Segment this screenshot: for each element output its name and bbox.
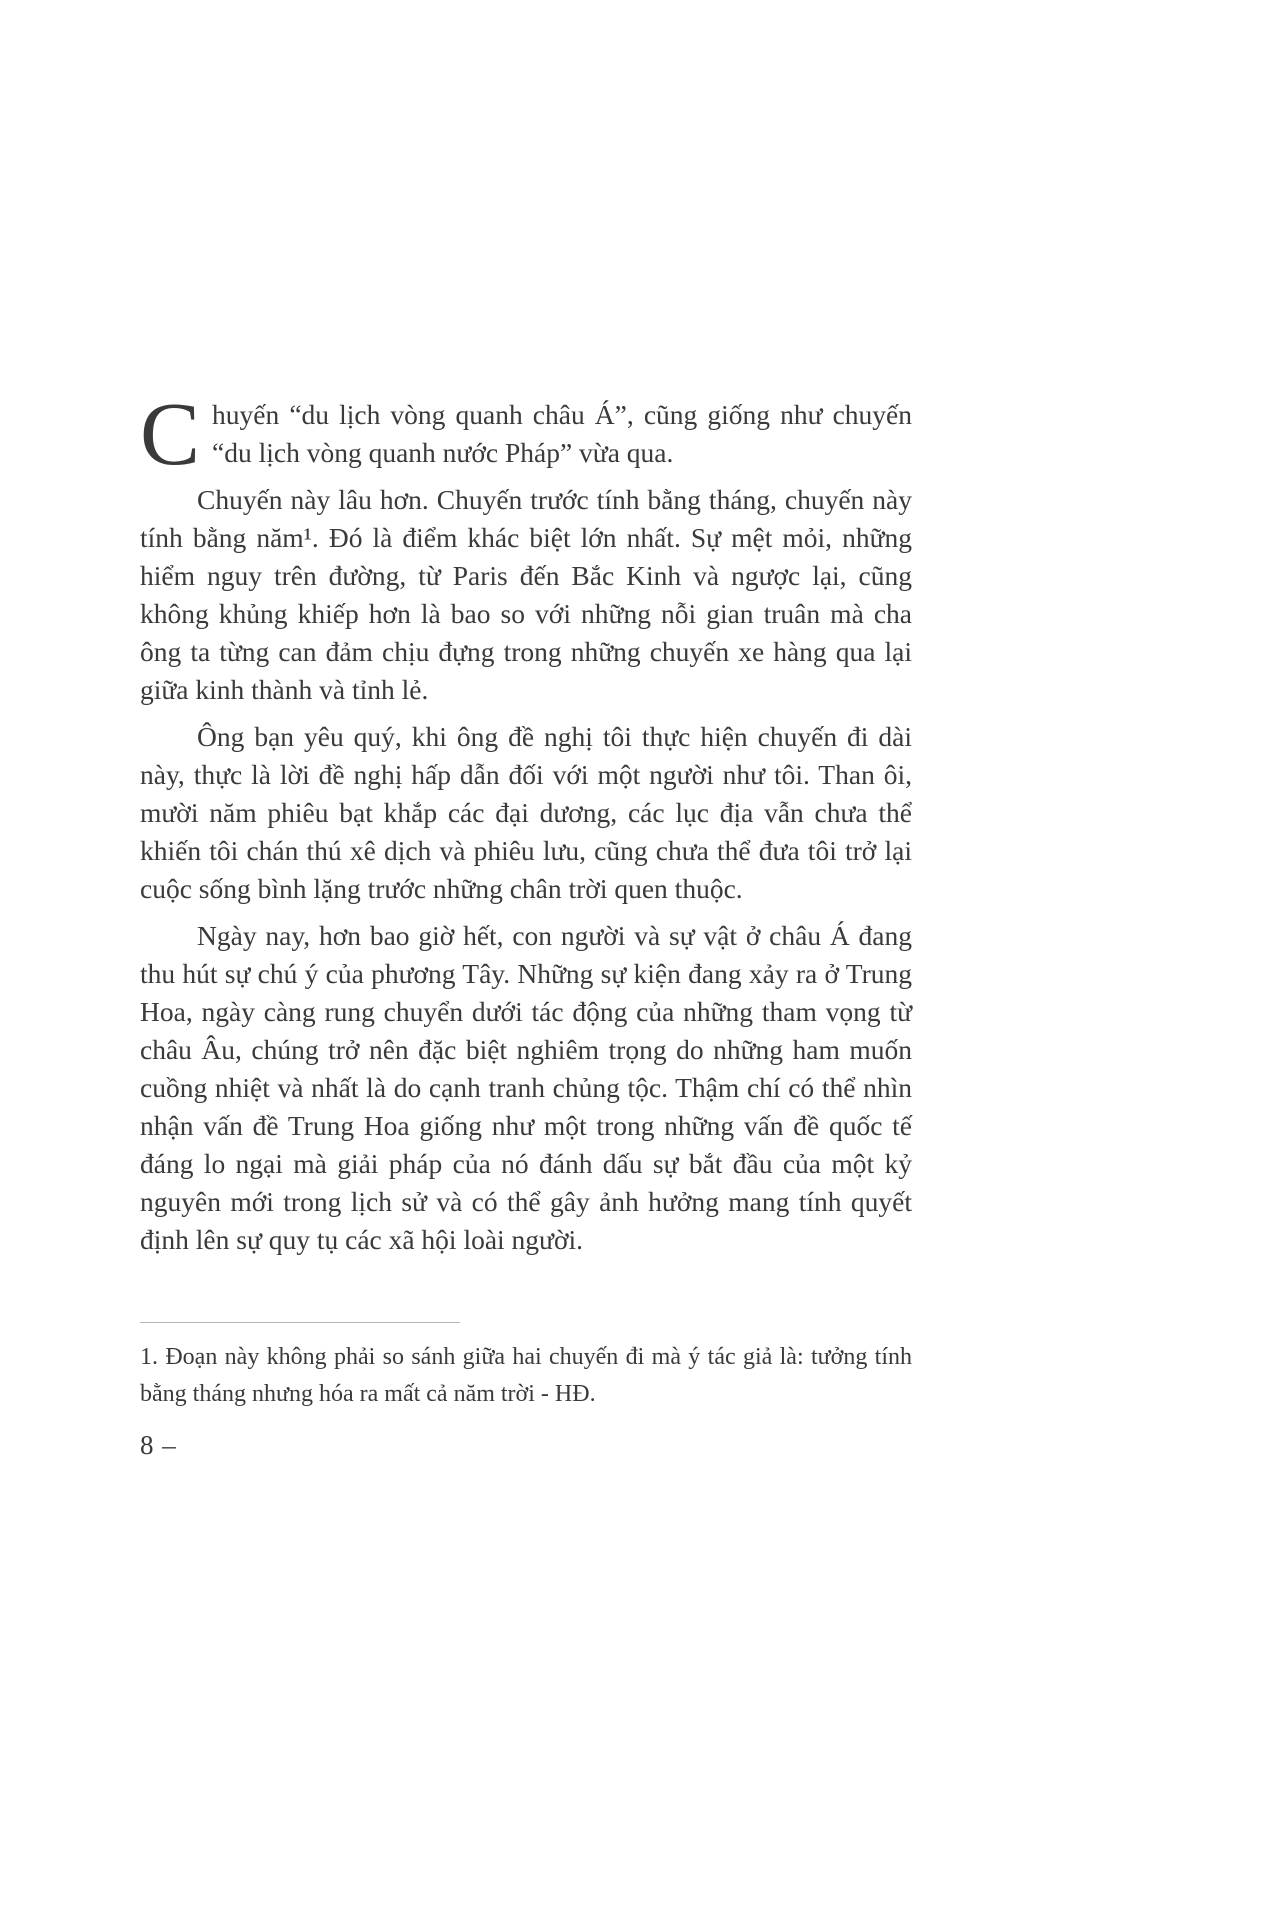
- paragraph: Ngày nay, hơn bao giờ hết, con người và sự vật ở châu Á đang thu hút sự chú ý của phương Tây. Những sự kiện đang xảy ra ở Trung Hoa, ngày càng rung chuyển dưới tác động của những tham vọng từ châu Âu, chúng trở nên đặc biệt nghiêm trọng do những ham muốn cuồng nhiệt và nhất là do cạnh tranh chủng tộc. Thậm chí có thể nhìn nhận vấn đề Trung Hoa giống như một trong những vấn đề quốc tế đáng lo ngại mà giải pháp của nó đánh dấu sự bắt đầu của một kỷ nguyên mới trong lịch sử và có thể gây ảnh hưởng mang tính quyết định lên sự quy tụ các xã hội loài người.: [140, 920, 912, 1255]
- page-number: 8 –: [140, 1430, 177, 1460]
- page-content: [140, 385, 912, 1268]
- drop-cap: C: [140, 385, 201, 484]
- paragraph: Ông bạn yêu quý, khi ông đề nghị tôi thực hiện chuyến đi dài này, thực là lời đề nghị hấp dẫn đối với một người như tôi. Than ôi, mười năm phiêu bạt khắp các đại dương, các lục địa vẫn chưa thể khiến tôi chán thú xê dịch và phiêu lưu, cũng chưa thể đưa tôi trở lại cuộc sống bình lặng trước những chân trời quen thuộc.: [140, 721, 912, 904]
- footnote-block: [140, 1322, 912, 1413]
- footnote-text: 1. Đoạn này không phải so sánh giữa hai chuyến đi mà ý tác giả là: tưởng tính bằng tháng nhưng hóa ra mất cả năm trời - HĐ.: [140, 1344, 912, 1407]
- paragraph-text: huyến “du lịch vòng quanh châu Á”, cũng giống như chuyến “du lịch vòng quanh nước Pháp” vừa qua.: [212, 399, 912, 468]
- paragraph: Chuyến này lâu hơn. Chuyến trước tính bằng tháng, chuyến này tính bằng năm¹. Đó là điểm khác biệt lớn nhất. Sự mệt mỏi, những hiểm nguy trên đường, từ Paris đến Bắc Kinh và ngược lại, cũng không khủng khiếp hơn là bao so với những nỗi gian truân mà cha ông ta từng can đảm chịu đựng trong những chuyến xe hàng qua lại giữa kinh thành và tỉnh lẻ.: [140, 484, 912, 705]
- paragraph: [140, 385, 912, 484]
- footnote-divider: [140, 1322, 460, 1323]
